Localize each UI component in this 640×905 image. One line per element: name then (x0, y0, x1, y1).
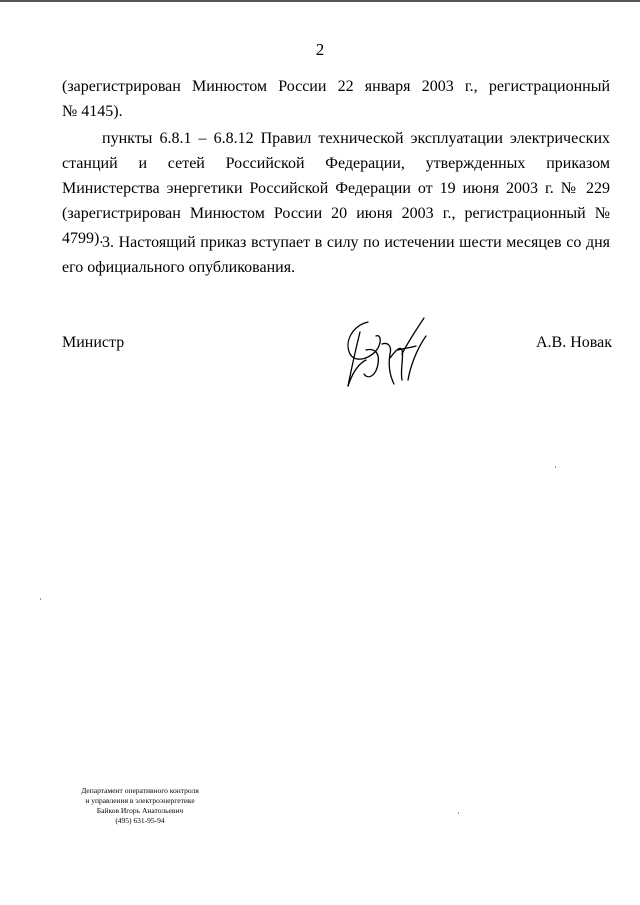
scan-speck (458, 812, 459, 814)
scan-speck (40, 598, 41, 600)
page-top-edge (0, 0, 640, 2)
executor-department: Департамент оперативного контроля (81, 786, 199, 795)
signatory-position: Министр (62, 334, 125, 351)
executor-department-cont: и управления в электроэнергетике (85, 796, 195, 805)
handwritten-signature (338, 314, 438, 394)
page-number: 2 (315, 40, 325, 59)
executor-info (50, 786, 230, 826)
executor-name: Байков Игорь Анатольевич (96, 806, 184, 815)
executor-phone: (495) 631-95-94 (115, 816, 165, 825)
paragraph-effective-date: 3. Настоящий приказ вступает в силу по истечении шести месяцев со дня его официального опубликования. (62, 234, 610, 276)
paragraph-registration-continuation (62, 74, 610, 124)
paragraph-line: (зарегистрирован Минюстом России 22 января 2003 г., регистрационный (62, 78, 610, 95)
scan-speck (555, 466, 556, 468)
paragraph-rules-items: пункты 6.8.1 – 6.8.12 Правил технической эксплуатации электрических станций и сетей Российской Федерации, утвержденных приказом Министерства энергетики Российской Федерации от 19 июня 2003 г. № 229 (зарегистрирован Минюстом России 20 июня 2003 г., регистрационный № 4799). (62, 130, 610, 247)
signatory-name: А.В. Новак (536, 334, 612, 351)
paragraph-line: № 4145). (62, 103, 123, 120)
